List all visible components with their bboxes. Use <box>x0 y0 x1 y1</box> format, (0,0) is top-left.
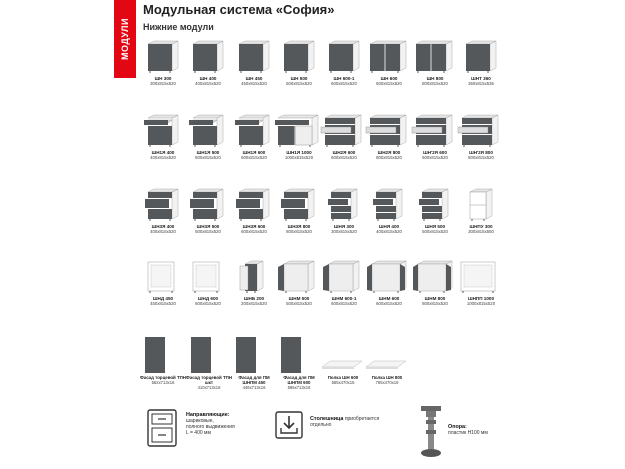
module-code: ШН1Я 600 <box>242 150 266 155</box>
module-code: ШН3Я 400 <box>151 224 175 229</box>
module-item <box>366 258 412 306</box>
module-code: ШНБ 200 <box>243 296 265 301</box>
accessory-illustration <box>186 335 232 375</box>
support-line: пластик H100 мм <box>448 430 488 436</box>
module-item <box>412 112 458 160</box>
module-dimensions: 500х815х520 <box>195 155 221 161</box>
worktop-line-2: отдельно <box>310 422 332 428</box>
module-item <box>458 186 504 234</box>
facade-panel-item <box>186 335 232 390</box>
module-item <box>140 258 186 306</box>
cabinet-illustration <box>185 112 231 148</box>
guides-line-2: полного выдвижения <box>186 424 235 430</box>
module-code: ШН 300 <box>154 76 172 81</box>
module-dimensions: 400х815х520 <box>376 229 402 235</box>
accessory-code: Полка ШН 800 <box>371 375 403 380</box>
module-code: ШН3Я 500 <box>196 224 220 229</box>
accessory-illustration <box>364 335 410 375</box>
shelf-item <box>320 335 366 385</box>
cabinet-illustration <box>231 186 277 222</box>
cabinet-illustration <box>458 112 504 148</box>
module-code: ШН'2Я 800 <box>469 150 493 155</box>
module-dimensions: 300х815х520 <box>150 81 176 87</box>
module-dimensions: 800х815х520 <box>422 81 448 87</box>
accessory-code: Фасад для ПМ ШНПМ 600 <box>283 375 315 385</box>
module-item <box>412 186 458 234</box>
cabinet-illustration <box>276 186 322 222</box>
accessory-illustration <box>140 335 186 375</box>
module-item <box>366 112 412 160</box>
cabinet-illustration <box>140 38 186 74</box>
module-code: ШНД 600 <box>197 296 219 301</box>
module-dimensions: 360х815х536 <box>468 81 494 87</box>
guides-note <box>186 412 235 436</box>
section-subtitle: Нижние модули <box>143 22 214 32</box>
cabinet-illustration <box>140 112 186 148</box>
module-item <box>321 112 367 160</box>
accessory-dimensions: 446х713х16 <box>242 385 266 390</box>
module-dimensions: 450х815х520 <box>241 81 267 87</box>
module-dimensions: 600х815х520 <box>331 81 357 87</box>
guides-line-1: шариковые, <box>186 418 214 424</box>
module-dimensions: 800х815х520 <box>468 155 494 161</box>
module-code: ШН 600 <box>380 76 398 81</box>
module-dimensions: 500х815х520 <box>286 81 312 87</box>
worktop-title: Столешница <box>310 416 344 422</box>
module-code: ШНЯ 500 <box>424 224 446 229</box>
module-code: ШН1Я 500 <box>196 150 220 155</box>
module-code: ШНТ 360 <box>471 76 491 81</box>
module-code: ШН1Я 1000 <box>286 150 312 155</box>
module-code: ШНМ 600-1 <box>331 296 357 301</box>
accessory-illustration <box>276 335 322 375</box>
cabinet-illustration <box>366 112 412 148</box>
module-item <box>458 112 504 160</box>
module-dimensions: 200х815х520 <box>241 301 267 307</box>
cabinet-illustration <box>458 38 504 74</box>
module-item <box>366 186 412 234</box>
cabinet-illustration <box>412 112 458 148</box>
module-code: ШН 450 <box>245 76 263 81</box>
modules-grid <box>140 38 500 328</box>
module-dimensions: 600х815х520 <box>376 301 402 307</box>
cabinet-illustration <box>185 186 231 222</box>
module-code: ШНЯ 400 <box>378 224 400 229</box>
section-tab <box>114 0 136 78</box>
module-dimensions: 400х815х520 <box>195 81 221 87</box>
cabinet-illustration <box>366 186 412 222</box>
page-title: Модульная система «София» <box>143 2 335 17</box>
cabinet-illustration <box>321 38 367 74</box>
footer-notes <box>140 404 510 464</box>
module-item <box>321 258 367 306</box>
module-code: ШНЯ 300 <box>333 224 355 229</box>
cabinet-illustration <box>185 38 231 74</box>
cabinet-illustration <box>412 38 458 74</box>
module-item <box>185 38 231 86</box>
module-dimensions: 1000х815х520 <box>466 301 496 307</box>
cabinet-illustration <box>185 258 231 294</box>
module-dimensions: 600х815х520 <box>331 301 357 307</box>
module-code: ШН2Я 800 <box>377 150 401 155</box>
module-item <box>366 38 412 86</box>
module-dimensions: 300х815х520 <box>331 229 357 235</box>
accessory-code: Полка ШН 600 <box>327 375 359 380</box>
module-item <box>321 38 367 86</box>
cabinet-illustration <box>321 186 367 222</box>
module-code: ШН'2Я 600 <box>423 150 447 155</box>
cabinet-illustration <box>412 258 458 294</box>
accessories-row <box>140 335 440 395</box>
module-dimensions: 600х815х520 <box>331 155 357 161</box>
cabinet-illustration <box>321 112 367 148</box>
facade-panel-item <box>231 335 277 390</box>
guides-line-3: L = 400 мм <box>186 430 211 436</box>
accessory-code: Фасад торцевой ТПН <box>140 375 186 380</box>
module-item <box>276 186 322 234</box>
module-code: ШНМ 600 <box>378 296 400 301</box>
module-dimensions: 600х815х520 <box>241 155 267 161</box>
module-dimensions: 800х815х520 <box>376 155 402 161</box>
cabinet-illustration <box>366 258 412 294</box>
accessory-dimensions: 565х470х16 <box>331 380 355 385</box>
module-code: ШН 600-1 <box>333 76 355 81</box>
module-item <box>185 186 231 234</box>
cabinet-illustration <box>140 258 186 294</box>
module-code: ШНМ 500 <box>288 296 310 301</box>
drawer-guide-icon <box>146 408 178 448</box>
module-dimensions: 500х815х520 <box>195 229 221 235</box>
module-code: ШНД 450 <box>152 296 174 301</box>
module-item <box>185 258 231 306</box>
cabinet-illustration <box>276 258 322 294</box>
module-code: ШНПП 1000 <box>467 296 495 301</box>
guides-title: Направляющие: <box>186 412 230 418</box>
shelf-item <box>364 335 410 385</box>
module-code: ШН 800 <box>426 76 444 81</box>
module-dimensions: 600х815х520 <box>376 81 402 87</box>
module-item <box>276 112 322 160</box>
module-item <box>231 112 277 160</box>
section-tab-label: МОДУЛИ <box>120 18 130 60</box>
module-item <box>140 38 186 86</box>
module-dimensions: 600х815х520 <box>195 301 221 307</box>
cabinet-illustration <box>231 258 277 294</box>
module-item <box>231 38 277 86</box>
module-item <box>412 258 458 306</box>
support-leg-icon <box>418 404 444 460</box>
accessory-dimensions: 562х713х16 <box>151 380 175 385</box>
cabinet-illustration <box>412 186 458 222</box>
module-dimensions: 600х815х520 <box>422 155 448 161</box>
cabinet-illustration <box>276 38 322 74</box>
support-note <box>448 424 488 436</box>
module-item <box>185 112 231 160</box>
module-item <box>140 112 186 160</box>
accessory-illustration <box>231 335 277 375</box>
accessory-dimensions: 596х713х16 <box>287 385 311 390</box>
module-item <box>412 38 458 86</box>
cabinet-illustration <box>231 112 277 148</box>
accessory-dimensions: 765х470х16 <box>375 380 399 385</box>
cabinet-illustration <box>140 186 186 222</box>
facade-panel-item <box>140 335 186 385</box>
module-item <box>140 186 186 234</box>
module-code: ШН1Я 400 <box>151 150 175 155</box>
module-code: ШНМ 800 <box>424 296 446 301</box>
module-item <box>276 38 322 86</box>
module-code: ШН3Я 600 <box>242 224 266 229</box>
facade-panel-item <box>276 335 322 390</box>
module-code: ШН2Я 600 <box>332 150 356 155</box>
module-dimensions: 1000х815х520 <box>284 155 314 161</box>
module-dimensions: 400х815х520 <box>150 229 176 235</box>
module-dimensions: 300х815х550 <box>468 229 494 235</box>
module-item <box>458 38 504 86</box>
module-dimensions: 400х815х520 <box>150 155 176 161</box>
module-code: ШН 400 <box>199 76 217 81</box>
module-dimensions: 500х815х520 <box>286 301 312 307</box>
cabinet-illustration <box>276 112 322 148</box>
module-item <box>276 258 322 306</box>
module-item <box>231 258 277 306</box>
module-code: ШН3Я 800 <box>287 224 311 229</box>
accessory-code: Фасад торцевой ТПН шкт <box>186 375 232 385</box>
support-title: Опора: <box>448 424 467 430</box>
module-dimensions: 500х815х520 <box>422 229 448 235</box>
module-code: ШНПУ 300 <box>469 224 493 229</box>
accessory-code: Фасад для ПМ ШНПМ 450 <box>238 375 270 385</box>
cabinet-illustration <box>458 186 504 222</box>
cabinet-illustration <box>366 38 412 74</box>
accessory-illustration <box>320 335 366 375</box>
accessory-dimensions: 410х713х16 <box>197 385 221 390</box>
cabinet-illustration <box>321 258 367 294</box>
module-code: ШН 500 <box>290 76 308 81</box>
worktop-line-1: приобретается <box>344 416 380 422</box>
module-item <box>321 186 367 234</box>
module-dimensions: 600х815х520 <box>241 229 267 235</box>
module-item <box>231 186 277 234</box>
module-item <box>458 258 504 306</box>
worktop-icon <box>274 410 304 440</box>
worktop-note <box>310 416 379 428</box>
cabinet-illustration <box>458 258 504 294</box>
module-dimensions: 800х815х520 <box>422 301 448 307</box>
module-dimensions: 800х815х520 <box>286 229 312 235</box>
module-dimensions: 450х815х520 <box>150 301 176 307</box>
cabinet-illustration <box>231 38 277 74</box>
